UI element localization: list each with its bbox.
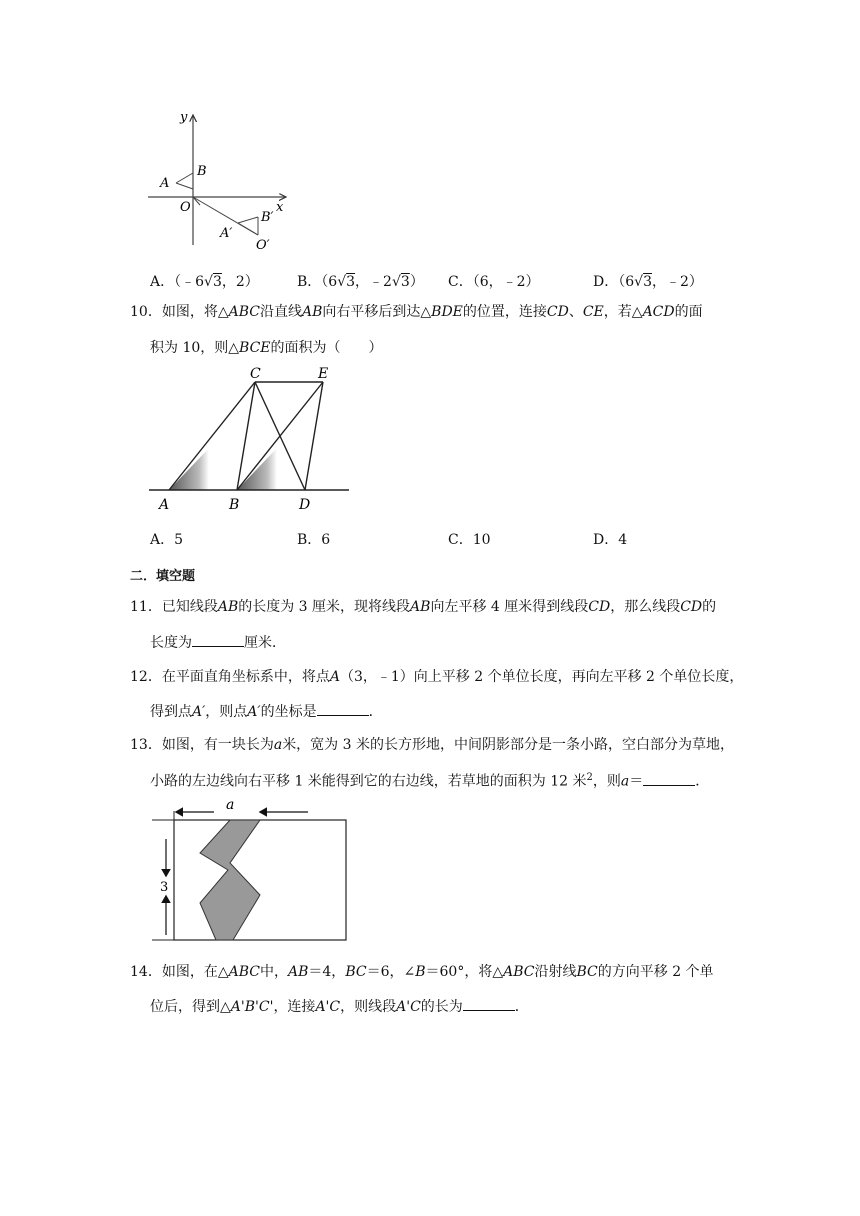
q10-option-d[interactable]: D．4 [593, 532, 628, 548]
label-three: 3 [160, 880, 169, 895]
text: 向左平移 4 厘米得到线段 [430, 599, 589, 615]
label-C: C [250, 366, 261, 382]
text: ，则点 [205, 704, 248, 720]
var: A'B'C' [230, 999, 274, 1015]
q9-option-a[interactable] [150, 271, 259, 291]
var: AB [410, 599, 431, 615]
question-number: 14． [130, 964, 162, 980]
var: A'C [315, 999, 341, 1015]
text: ，则线段 [340, 999, 397, 1015]
label-B: B [197, 164, 207, 179]
q13-line1 [130, 735, 734, 755]
q10-line1 [130, 302, 703, 322]
text: ，若△ [603, 304, 643, 320]
text: 沿直线 [259, 304, 302, 320]
text: 的面积为（ ） [270, 340, 383, 356]
q9-option-d[interactable] [593, 271, 703, 291]
var: A′ [247, 704, 261, 720]
text: 位后，得到△ [150, 999, 231, 1015]
var: BC [345, 964, 367, 980]
text: 的面 [674, 304, 703, 320]
option-text: ，﹣2 [355, 274, 392, 290]
q12-line1 [130, 667, 743, 687]
text: 小路的左边线向右平移 1 米能得到它的右边线，若草地的面积为 12 米 [150, 773, 587, 790]
text: ，连接 [273, 999, 316, 1015]
radicand: 3 [643, 274, 652, 290]
text: 中， [259, 964, 288, 980]
q9-option-c[interactable] [448, 271, 540, 291]
option-text: B．（6 [297, 274, 338, 290]
var: BDE [431, 304, 463, 320]
label-A: A [159, 497, 170, 513]
text: 长度为 [150, 635, 192, 651]
label-x: x [276, 200, 284, 215]
var: A′ [192, 704, 206, 720]
q10-option-a[interactable]: A．5 [150, 532, 184, 548]
text: 的长为 [420, 999, 463, 1015]
q10-line2 [150, 338, 383, 358]
text: ． [695, 773, 710, 790]
option-text: C．（6，﹣2） [448, 274, 540, 290]
text: 得到点 [150, 704, 192, 720]
text: 已知线段 [161, 599, 218, 615]
var: BC [576, 964, 598, 980]
q10-translation-figure [145, 368, 355, 518]
text: 的坐标是 [260, 704, 317, 720]
text: 米，宽为 3 米的长方形地，中间阴影部分是一条小路，空白部分为草地， [282, 737, 734, 753]
q14-line1 [130, 962, 714, 982]
var: CE [582, 304, 604, 320]
text: 的位置，连接 [462, 304, 547, 320]
answer-blank[interactable] [317, 701, 369, 716]
var: BCE [239, 340, 271, 356]
option-text: ，﹣2） [651, 274, 703, 290]
shaded-path [200, 820, 260, 940]
var: a [620, 773, 630, 790]
sqrt-icon: √ [391, 274, 401, 290]
text: 如图，将△ [161, 304, 229, 320]
var: B [415, 964, 426, 980]
q13-line2 [150, 768, 709, 792]
var: a [273, 737, 283, 753]
var: ABC [228, 964, 260, 980]
sqrt-icon: √ [337, 274, 347, 290]
question-number: 13． [130, 737, 162, 753]
answer-blank[interactable] [463, 996, 515, 1011]
label-a: a [226, 797, 235, 813]
superscript: 2 [586, 772, 593, 783]
q10-option-c[interactable]: C．10 [448, 532, 491, 548]
text: 、 [568, 304, 583, 320]
text: ，则 [592, 773, 621, 790]
question-number: 11． [130, 599, 162, 615]
q13-field-figure [148, 795, 353, 945]
text: 如图，在△ [161, 964, 229, 980]
option-text: A．（﹣6 [150, 274, 205, 290]
var: ACD [642, 304, 675, 320]
label-D: D [299, 497, 311, 513]
text: 在平面直角坐标系中，将点 [161, 669, 330, 685]
text: 如图，有一块长为 [161, 737, 274, 753]
q12-line2 [150, 701, 383, 722]
text: 向右平移后到达△ [322, 304, 432, 320]
sqrt-icon: √ [204, 274, 213, 290]
var: CD [546, 304, 569, 320]
option-text: ） [409, 274, 424, 290]
q9-coordinate-figure [140, 105, 300, 255]
var: AB [301, 304, 323, 320]
text: ＝4， [308, 964, 346, 980]
radicand: 3 [212, 274, 222, 290]
text: ＝60°，将△ [425, 964, 504, 980]
q14-line2 [150, 996, 529, 1017]
section-fill-in-title: 二．填空题 [130, 569, 196, 584]
text: （3，﹣1）向上平移 2 个单位长度，再向左平移 2 个单位长度， [339, 669, 744, 685]
text: 厘米． [244, 635, 286, 651]
answer-blank[interactable] [192, 632, 244, 647]
q10-option-b[interactable]: B．6 [297, 532, 331, 548]
var: AB [217, 599, 239, 615]
label-E: E [318, 366, 329, 382]
label-y: y [180, 110, 188, 125]
var: ABC [503, 964, 535, 980]
text: ，那么线段 [610, 599, 681, 615]
var: A'C [396, 999, 421, 1015]
text: ＝6，∠ [366, 964, 416, 980]
q11-line1 [130, 597, 716, 617]
label-O: O [180, 200, 191, 215]
text: 沿射线 [534, 964, 577, 980]
var: A [329, 669, 340, 685]
option-text: D．（6 [593, 274, 635, 290]
text: ． [368, 704, 383, 720]
label-O-prime: O′ [256, 238, 270, 253]
var: CD [588, 599, 611, 615]
var: ABC [228, 304, 260, 320]
label-A: A [160, 176, 170, 191]
option-text: ，2） [221, 274, 259, 290]
var: CD [680, 599, 703, 615]
question-number: 12． [130, 669, 162, 685]
text: 的长度为 3 厘米，现将线段 [238, 599, 411, 615]
label-B: B [229, 497, 240, 513]
text: ． [514, 999, 529, 1015]
label-B-prime: B′ [261, 210, 274, 225]
var: AB [287, 964, 309, 980]
q9-option-b[interactable] [297, 271, 424, 291]
text: ＝ [629, 773, 644, 790]
text: 的方向平移 2 个单 [597, 964, 714, 980]
text: 的 [702, 599, 717, 615]
radicand: 3 [400, 274, 410, 290]
sqrt-icon: √ [634, 274, 644, 290]
q11-line2 [150, 632, 286, 653]
question-number: 10． [130, 304, 162, 320]
text: 积为 10，则△ [150, 340, 240, 356]
radicand: 3 [346, 274, 356, 290]
label-A-prime: A′ [220, 226, 233, 241]
answer-blank[interactable] [643, 771, 695, 786]
